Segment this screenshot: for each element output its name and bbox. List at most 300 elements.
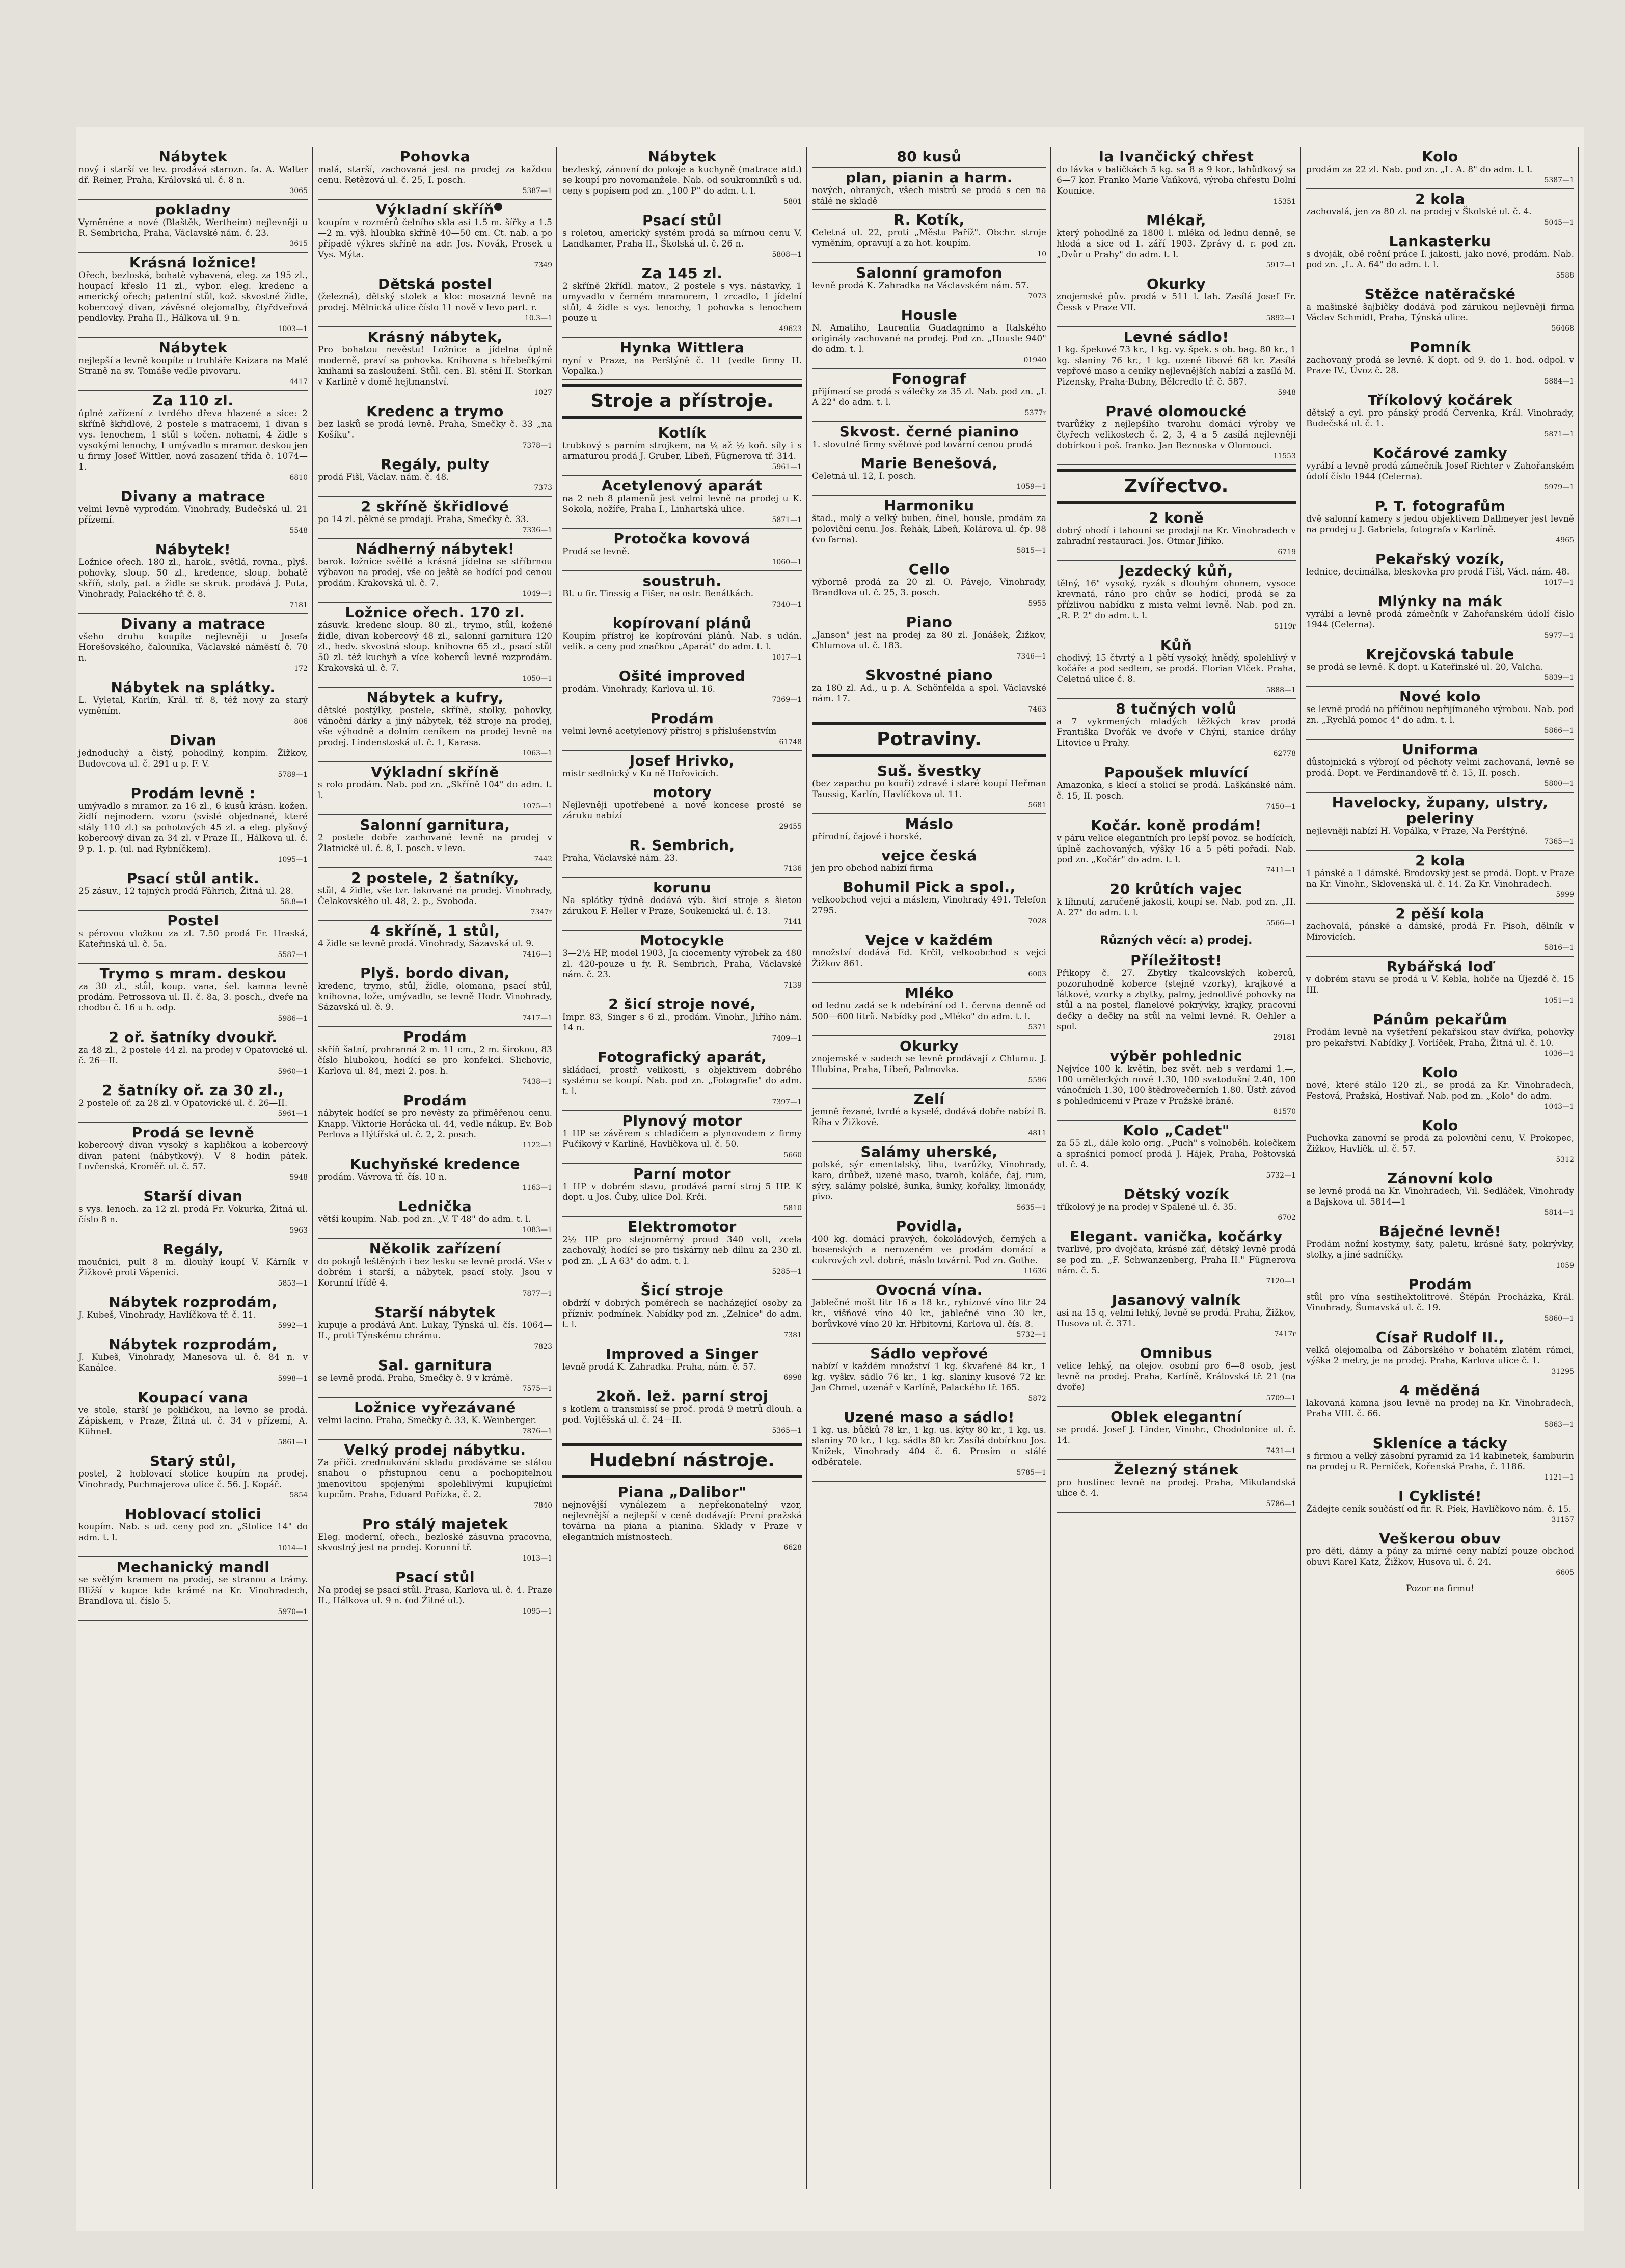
ad-number: 5861—1	[278, 1438, 308, 1446]
ad-headline: Skvost. černé pianino	[839, 423, 1019, 440]
ad-number: 7463	[1028, 705, 1046, 714]
ad-headline: Divany a matrace	[120, 615, 266, 632]
classified-ad	[1057, 815, 1296, 879]
ad-headline: P. T. fotografům	[1374, 498, 1506, 514]
classified-ad	[812, 422, 1046, 453]
ad-headline: Sal. garnitura	[377, 1357, 493, 1374]
ad-number: 7378—1	[522, 442, 552, 450]
ad-body: Prodá se levně.	[562, 546, 630, 557]
ad-body: kobercový divan vysoký s kapličkou a kobercový divan pateni (nábytkový). V 8 hodin pátek. Lovčenská, Kroměř. ul. č. 57.	[78, 1140, 308, 1172]
ad-body: nových, ohraných, všech mistrů se prodá s cen na stálé ne skladě	[812, 185, 1046, 206]
ad-headline: Báječné levně!	[1379, 1223, 1501, 1240]
ad-body: na 2 neb 8 plamenů jest velmi levně na prodej u K. Sokola, nožíře, Praha I., Linhartská ulice.	[562, 494, 802, 514]
ad-number: 4965	[1556, 536, 1574, 544]
classified-ad	[812, 983, 1046, 1036]
ad-body: za 48 zl., 2 postele 44 zl. na prodej v Opatovické ul. č. 26—II.	[78, 1045, 308, 1066]
ad-body: Na splátky týdně dodává výb. šicí stroje s šietou zárukou F. Heller v Praze, Soukenická ul. č. 13.	[562, 895, 802, 916]
ad-body: tvarlivé, pro dvojčata, krásné zář, dětský levně prodá se pod zn. „F. Schwanzenberg, Praha II." Fügnerova nám. č. 5.	[1057, 1244, 1296, 1276]
ad-headline: Elegant. vanička, kočárky	[1070, 1228, 1283, 1245]
ad-headline: Omnibus	[1140, 1345, 1213, 1361]
classified-ad	[1306, 189, 1574, 231]
classified-ad	[318, 274, 552, 327]
classified-ad	[562, 476, 802, 529]
classified-ad	[1057, 1407, 1296, 1460]
classified-ad	[562, 529, 802, 571]
ad-headline: Výkladní skříně	[371, 763, 499, 780]
ad-number: 5961—1	[772, 463, 802, 471]
ad-number: 1050—1	[522, 675, 552, 683]
ad-headline: 2 kola	[1415, 852, 1465, 869]
ad-body: Nejlevněji upotřebené a nové koncese prosté se záruku nabízí	[562, 800, 802, 821]
classified-ad	[1306, 1009, 1574, 1062]
ad-headline: Nové kolo	[1399, 688, 1481, 705]
ad-number: 5866—1	[1544, 727, 1574, 735]
ad-number: 1095—1	[522, 1607, 552, 1616]
ad-body: kredenc, trymo, stůl, židle, olomana, psací stůl, knihovna, lože, umývadlo, se levně Hodr. Vinohrady, Sázavská ul. č. 9.	[318, 981, 552, 1013]
classified-ad	[318, 688, 552, 762]
ad-headline: Piana „Dalibor"	[617, 1484, 747, 1500]
ad-number: 10	[1037, 250, 1046, 258]
ad-headline: Nábytek na splátky.	[111, 679, 276, 696]
ad-number: 01940	[1023, 356, 1046, 364]
ad-number: 62778	[1273, 750, 1296, 758]
ad-body: jemně řezané, tvrdé a kyselé, dodává dobře nabízí B. Říha v Žižkově.	[812, 1107, 1046, 1128]
ad-number: 7442	[534, 855, 552, 863]
section-heading: Hudební nástroje.	[562, 1443, 802, 1478]
ad-number: 7373	[534, 484, 552, 492]
ad-body: 400 kg. domácí pravých, čokoládových, černých a bosenských a nerozeném ve prodám domácí a cukrových zvl. dobré, máslo tovární. Pod zn. Gothe.	[812, 1234, 1046, 1266]
classified-ad	[78, 1186, 308, 1239]
classified-ad	[1057, 1290, 1296, 1343]
ad-headline: Uzené maso a sádlo!	[844, 1409, 1015, 1426]
ad-headline: Tříkolový kočárek	[1367, 392, 1513, 408]
ad-number: 1083—1	[522, 1226, 552, 1234]
ad-headline: Salonní gramofon	[856, 264, 1003, 281]
classified-ad	[1057, 950, 1296, 1046]
ad-body: Amazonka, s klecí a stolicí se prodá. Laškánské nám. č. 15, II. posch.	[1057, 780, 1296, 801]
ad-number: 7139	[783, 981, 802, 990]
ad-number: 7028	[1028, 917, 1046, 925]
classified-ad	[318, 762, 552, 815]
ad-number: 5888—1	[1266, 686, 1296, 694]
classified-ad	[78, 253, 308, 338]
ad-headline: Acetylenový aparát	[602, 477, 763, 494]
ad-body: bez lasků se prodá levně. Praha, Smečky č. 33 „na Košíku".	[318, 419, 552, 440]
ad-number: 5808—1	[772, 251, 802, 259]
ad-number: 6003	[1028, 970, 1046, 978]
classified-ad	[318, 200, 552, 274]
ad-number: 5635—1	[1016, 1204, 1046, 1212]
classified-ad	[562, 835, 802, 878]
ad-body: nejlepší a levně koupíte u truhláře Kaizara na Malé Straně na sv. Tomáše vedle pivovaru.	[78, 356, 308, 376]
ad-number: 7347r	[530, 908, 552, 916]
ad-body: se prodá. Josef J. Linder, Vinohr., Chodolonice ul. č. 14.	[1057, 1425, 1296, 1445]
classified-ad	[562, 423, 802, 476]
classified-ad	[78, 391, 308, 486]
ad-body: se svělým kramem na prodej, se stranou a trámy. Bližší v kupce kde krámé na Kr. Vinohradech, Brandlova ul. číslo 5.	[78, 1575, 308, 1606]
classified-ad	[1057, 1226, 1296, 1290]
ad-number: 81570	[1273, 1108, 1296, 1116]
classified-ad	[78, 614, 308, 677]
ad-headline: Lankasterku	[1389, 233, 1492, 250]
classified-ad	[812, 305, 1046, 369]
ad-headline: I Cyklisté!	[1398, 1488, 1482, 1505]
classified-ad	[318, 815, 552, 868]
ad-body: přírodní, čajové i horské,	[812, 832, 922, 842]
classified-ad	[78, 1451, 308, 1504]
ad-number: 5948	[1278, 389, 1296, 397]
ad-number: 5979—1	[1544, 483, 1574, 491]
ad-headline: Zelí	[913, 1090, 945, 1107]
classified-ad	[1306, 147, 1574, 189]
classified-ad	[812, 1280, 1046, 1344]
classified-ad	[1057, 635, 1296, 699]
ad-number: 7438—1	[522, 1078, 552, 1086]
ad-body: Na prodej se psací stůl. Prasa, Karlova ul. č. 4. Praze II., Hálkova ul. 9 n. (od Žitné ul.).	[318, 1585, 552, 1606]
ad-number: 11636	[1023, 1267, 1046, 1275]
classified-ad	[78, 1239, 308, 1292]
ad-body: 1 kg. us. bůčků 78 kr., 1 kg. us. kýty 80 kr., 1 kg. us. slaniny 70 kr., 1 kg. sádla 80 kr. Zasílá dobírkou Jos. Knížek, Vinohrady 404 č. 6. Prosím o stálé odběratele.	[812, 1425, 1046, 1467]
ad-body: nejlevněji nabízí H. Vopálka, v Praze, Na Perštýně.	[1306, 826, 1528, 836]
classified-ad	[812, 1407, 1046, 1482]
classified-ad	[1306, 591, 1574, 644]
ad-headline: Povidla,	[896, 1218, 963, 1235]
ad-headline: Nádherný nábytek!	[355, 540, 515, 557]
classified-ad	[78, 147, 308, 200]
ad-body: s dvoják, obě roční práce I. jakosti, jako nové, prodám. Nab. pod zn. „L. A. 64" do adm. t. l.	[1306, 249, 1574, 270]
ad-body: v páru velice elegantních pro lepší povoz. se hodících, úplně zachovaných, výšky 16 a 5 pěti pořadi. Nab. pod zn. „Kočár" do adm. t. l.	[1057, 833, 1296, 865]
ad-body: Nejvíce 100 k. květin, bez svět. neb s verdami 1.—, 100 uměleckých nové 1.30, 100 svatodušní 2.40, 100 vánočních 1.30, 100 štědrovečerních 1.80. Ústř. závod s pohlednicemi v Praze v Pražské bráně.	[1057, 1064, 1296, 1106]
classified-ad	[562, 263, 802, 338]
classified-ad	[78, 338, 308, 391]
ad-body: zásuvk. kredenc sloup. 80 zl., trymo, stůl, kožené židle, divan kobercový 48 zl., salonní garnitura 120 zl., hedv. skvostná sloup. knihovna 65 zl., psací stůl 50 zl. též kuchyň a více koberců levně rozprodám. Krakovská ul. č. 7.	[318, 620, 552, 673]
ad-body: lednice, decimálka, bleskovka pro prodá Fišl, Václ. nám. 48.	[1306, 567, 1570, 577]
ad-number: 7181	[289, 601, 308, 609]
ad-body: s firmou a velký zásobní pyramid za 14 kabinetek, šamburin na prodej u R. Perniček, Kořenská Praha, č. 1186.	[1306, 1451, 1574, 1472]
ad-number: 5872	[1028, 1395, 1046, 1403]
classified-ad	[78, 1334, 308, 1387]
ad-headline: Motocykle	[639, 932, 725, 949]
classified-ad	[318, 1302, 552, 1355]
ad-number: 5548	[289, 527, 308, 535]
ad-number: 5387—1	[1544, 176, 1574, 184]
ad-body: do lávka v baličkách 5 kg. sa 8 a 9 kor., lahůdkový sa 6—7 kor. Franko Marie Vaňková, výroba chřestu Dolní Kounice.	[1057, 165, 1296, 196]
classified-ad	[562, 1047, 802, 1111]
ad-body: ve stole, starší je pokličkou, na levno se prodá. Zápiskem, v Praze, Žitná ul. č. 34 v přízemí, A. Kühnel.	[78, 1405, 308, 1437]
ad-headline: Dětská postel	[378, 276, 492, 292]
ad-body: znojemské v sudech se levně prodávají z Chlumu. J. Hlubina, Praha, Libeň, Palmovka.	[812, 1054, 1046, 1075]
ad-headline: kopírovaní plánů	[612, 615, 752, 632]
ad-headline: 2 šatníky oř. za 30 zl.,	[102, 1082, 284, 1099]
ad-body: (bez zapachu po kouři) zdravé i staré koupí Heřman Taussig, Karlín, Havlíčkova ul. 11.	[812, 779, 1046, 800]
ad-headline: Okurky	[1146, 276, 1206, 292]
classified-ad	[1306, 904, 1574, 957]
classified-ad	[1306, 231, 1574, 284]
ad-number: 1036—1	[1544, 1050, 1574, 1058]
ad-number: 7416—1	[522, 950, 552, 959]
classified-ad	[1057, 1184, 1296, 1226]
classified-ad	[812, 453, 1046, 496]
ad-headline: Mechanický mandl	[116, 1559, 270, 1575]
classified-ad	[812, 210, 1046, 263]
ad-number: 15351	[1273, 198, 1296, 206]
ad-body: Praha, Václavské nám. 23.	[562, 853, 678, 863]
section-heading: Zvířectvo.	[1057, 469, 1296, 504]
classified-ad	[1057, 561, 1296, 635]
ad-body: s roletou, americký systém prodá sa mírnou cenu V. Landkamer, Praha II., Školská ul. č. 26 n.	[562, 228, 802, 249]
ad-number: 5709—1	[1266, 1394, 1296, 1402]
ad-body: nábytek hodící se pro nevěsty za přiměřenou cenu. Knapp. Viktorie Horácka ul. 44, vedle nákup. Ev. Bob Perlova a Hýtířská ul. č. 2, 2. posch.	[318, 1108, 552, 1140]
classified-ad	[812, 559, 1046, 612]
ad-body: Vyměnéne a nové (Blaštěk, Wertheim) nejlevněji u R. Sembricha, Praha, Václavské nám. č. 23.	[78, 217, 308, 238]
ad-body: skříň šatní, prohranná 2 m. 11 cm., 2 m. širokou, 83 číslo hlubokou, hodící se pro konfekci. Slichovic, Karlova ul. 84, mezi 2. pos. h.	[318, 1045, 552, 1076]
classified-ad	[812, 1036, 1046, 1089]
ad-number: 1013—1	[522, 1554, 552, 1563]
ad-number: 6810	[289, 474, 308, 482]
ad-number: 5660	[783, 1151, 802, 1159]
ad-headline: pokladny	[155, 201, 231, 218]
classified-ad	[1306, 1115, 1574, 1168]
ad-body: Přikopy č. 27. Zbytky tkalcovských koberců, pozoruhodně koberce (stejné vzorky), krajkové a látkové, vzorky a zbytky, palmy, jednotlivé pohovky na stůl a na postel, flanelové pokrývky, krajky, pracovní dečky a dečky na stůl na velmi levné. R. Oehler a spol.	[1057, 968, 1296, 1032]
ad-body: 2½ HP pro stejnoměrný proud 340 volt, zcela zachovalý, hodící se pro tiskárny neb dílnu za 230 zl. pod zn. „L A 63" do adm. t. l.	[562, 1235, 802, 1266]
classified-ad	[562, 708, 802, 751]
ad-body: koupím v rozměrů čelního skla asi 1.5 m. šířky a 1.5—2 m. výš. hloubka skříně 40—50 cm. Ct. nab. a po případě výkres skříně na adr. Jos. Novák, Prosek u Vys. Mýta.	[318, 217, 552, 260]
ad-number: 5839—1	[1544, 674, 1574, 682]
ad-body: 25 zásuv., 12 tajných prodá Fährich, Žitná ul. 28.	[78, 886, 294, 896]
ad-body: se levně prodá na příčinou nepřijímaného výrobou. Nab. pod zn. „Rychlá pomoc 4" do adm. t. l.	[1306, 704, 1574, 725]
ad-body: za 55 zl., dále kolo orig. „Puch" s volnoběh. kolečkem a sprašnicí pomocí prodá J. Hájek, Praha, Poštovská ul. č. 4.	[1057, 1138, 1296, 1170]
classified-ad	[1306, 390, 1574, 443]
ad-headline: Plynový motor	[622, 1112, 742, 1129]
ad-headline: Housle	[901, 307, 958, 323]
classified-ad	[78, 486, 308, 539]
ad-body: skládací, prostř. velikosti, s objektivem dobrého systému se koupí. Nab. pod zn. „Fotografie" do adm. t. l.	[562, 1065, 802, 1097]
column-2	[316, 147, 557, 2189]
classified-ad	[78, 1080, 308, 1123]
ad-body: Ořech, bezloská, bohatě vybavená, eleg. za 195 zl., houpací křeslo 11 zl., vybor. eleg. kredenc a americký ořech; patentní stůl, kož. skvostné židle, kobercový divan, závěsné olejomalby, čtyřdveřová pendlovky. Praha II., Hálkova ul. 9 n.	[78, 270, 308, 323]
ad-number: 5863—1	[1544, 1420, 1574, 1429]
classified-ad	[812, 1344, 1046, 1407]
ad-headline: plan, pianin a harm.	[846, 169, 1013, 186]
classified-ad	[562, 1344, 802, 1386]
ad-body: štad., malý a velký buben, činel, housle, prodám za poloviční cenu. Jos. Řehák, Libeň, Kolárova ul. čp. 98 (vo farna).	[812, 513, 1046, 545]
ad-headline: Rybářská loď	[1386, 958, 1494, 975]
ad-body: dvě salonní kamery s jedou objektivem Dallmeyer jest levně na prodej u J. Gabriela, fotografa v Karlíně.	[1306, 514, 1574, 535]
ad-body: zachovalá, jen za 80 zl. na prodej v Školské ul. č. 4.	[1306, 207, 1532, 217]
classified-ad	[1057, 1343, 1296, 1407]
ad-body: výborně prodá za 20 zl. O. Pávejo, Vinohrady, Brandlova ul. č. 25, 3. posch.	[812, 577, 1046, 598]
ad-number: 5814—1	[1544, 1209, 1574, 1217]
ad-number: 5371	[1028, 1023, 1046, 1031]
ad-number: 10.3—1	[524, 314, 552, 322]
ad-headline: Lednička	[398, 1198, 472, 1215]
ad-number: 5732—1	[1016, 1331, 1046, 1339]
ad-body: větší koupím. Nab. pod zn. „V. T 48" do adm. t. l.	[318, 1214, 531, 1224]
ad-headline: Elektromotor	[628, 1218, 737, 1235]
ad-body: nové, které stálo 120 zl., se prodá za Kr. Vinohradech, Festová, Pražská, Hostivař. Nab. pod zn. „Kolo" do adm.	[1306, 1080, 1574, 1101]
classified-ad	[812, 761, 1046, 814]
classified-ad	[318, 963, 552, 1027]
classified-ad	[812, 665, 1046, 718]
ad-headline: Zánovní kolo	[1387, 1170, 1493, 1187]
ad-headline: Pánům pekařům	[1373, 1011, 1507, 1028]
classified-ad	[1306, 549, 1574, 591]
ad-number: 7336—1	[522, 526, 552, 534]
ad-number: 6998	[783, 1374, 802, 1382]
ad-body: polské, sýr ementalský, lihu, tvarůžky, Vinohrady, karo, drůbež, uzené maso, tvaroh, koláče, čaj, rum, sýry, salámy polské, šunka, šunky, kořalky, limonády, pivo.	[812, 1160, 1046, 1202]
classified-ad	[318, 1239, 552, 1302]
ad-headline: Piano	[906, 614, 953, 631]
classified-ad	[1057, 1460, 1296, 1513]
ad-headline: Nábytek!	[155, 541, 231, 558]
ad-body: jen pro obchod nabízí firma	[812, 863, 933, 873]
ad-body: jednoduchý a čistý, pohodlný, konpim. Žižkov, Budovcova ul. č. 291 u p. F. V.	[78, 748, 308, 769]
ad-headline: Prodá se levně	[131, 1124, 255, 1141]
ad-number: 58.8—1	[280, 898, 308, 906]
ad-body: postel, 2 hoblovací stolice koupím na prodej. Vinohrady, Puchmajerova ulice č. 56. J. Kopáč.	[78, 1469, 308, 1490]
ad-body: tříkolový je na prodej v Spálené ul. č. 35.	[1057, 1202, 1237, 1212]
ad-headline: Divany a matrace	[120, 488, 266, 505]
ad-headline: Regály, pulty	[381, 456, 490, 473]
classified-ad	[1057, 401, 1296, 465]
ad-number: 49623	[779, 325, 802, 333]
ad-body: s kotlem a transmissí se proč. prodá 9 metrů dlouh. a pod. Vojtěšská ul. č. 24—II.	[562, 1404, 802, 1425]
classified-ad	[78, 1504, 308, 1557]
ad-body: Pozor na firmu!	[1406, 1583, 1474, 1594]
ad-number: 5892—1	[1266, 314, 1296, 322]
ad-headline: Prodám	[650, 710, 714, 727]
classified-ad	[1306, 851, 1574, 904]
classified-ad	[78, 964, 308, 1027]
ad-body: tělný, 16" vysoký, ryzák s dlouhým ohonem, vysoce krevnatá, ráno pro chův se hodící, prodá se za přízlivou nabídku z mista velmi levně. Nab. pod zn. „R. P. 2" do adm. t. l.	[1057, 579, 1296, 621]
ad-body: kupuje a prodává Ant. Lukay, Týnská ul. čís. 1064—II., proti Týnskému chrámu.	[318, 1320, 552, 1341]
classified-ad	[318, 921, 552, 963]
classified-ad	[562, 1217, 802, 1280]
ad-headline: Harmoniku	[884, 497, 974, 514]
classified-ad	[812, 369, 1046, 422]
ad-number: 5853—1	[278, 1279, 308, 1288]
classified-ad	[562, 782, 802, 835]
ad-body: bezleský, zánovní do pokoje a kuchyně (matrace atd.) se koupí pro novomanžele. Nab. od soukromníků s ud. ceny s popisem pod zn. „100 P" do adm. t. l.	[562, 165, 802, 196]
ad-body: (železná), dětský stolek a kloc mosazná levně na prodej. Mělnická ulice číslo 11 nově v levo part. r.	[318, 292, 552, 313]
ad-headline: Hynka Wittlera	[619, 339, 745, 356]
ad-headline: Havelocky, župany, ulstry, peleriny	[1332, 794, 1549, 827]
ad-body: prodám. Vinohrady, Karlova ul. 16.	[562, 684, 716, 694]
ad-body: prodám za 22 zl. Nab. pod zn. „L. A. 8" do adm. t. l.	[1306, 165, 1533, 175]
ad-body: 1 HP v dobrém stavu, prodává parní stroj 5 HP. K dopt. u Jos. Čuby, ulice Dol. Krči.	[562, 1182, 802, 1203]
ad-headline: Skleníce a tácky	[1372, 1435, 1508, 1452]
ad-number: 6702	[1278, 1214, 1296, 1222]
ad-body: zachovalá, pánské a dámské, prodá Fr. Písoh, dělník v Mirovicích.	[1306, 921, 1574, 942]
ad-number: 7349	[534, 261, 552, 269]
ad-body: a 7 vykrmených mladých těžkých krav prodá Františka Dvořák ve dvoře v Chýni, stanice dráhy Litovice u Prahy.	[1057, 717, 1296, 748]
ad-number: 5871—1	[1544, 430, 1574, 439]
classified-ad	[562, 210, 802, 263]
ad-headline: Uniforma	[1402, 741, 1478, 758]
ad-number: 7120—1	[1266, 1277, 1296, 1286]
ad-body: 1 pánské a 1 dámské. Brodovský jest se prodá. Dopt. v Praze na Kr. Vinohr., Sklovenská ul. č. 14. Za Kr. Vinohradech.	[1306, 868, 1574, 889]
ad-body: J. Kubeš, Vinohrady, Manesova ul. č. 84 n. v Kanálce.	[78, 1352, 308, 1373]
ad-headline: výběr pohlednic	[1109, 1048, 1243, 1064]
ad-number: 29455	[779, 823, 802, 831]
ad-number: 29181	[1273, 1033, 1296, 1042]
ad-number: 5800—1	[1544, 780, 1574, 788]
ad-body: N. Amatiho, Laurentia Guadagnimo a Italského originály zachované na prodej. Pod zn. „Housle 940" do adm. t. l.	[812, 323, 1046, 354]
column-4	[810, 147, 1051, 2189]
ad-headline: Sádlo vepřové	[870, 1345, 988, 1362]
section-heading: Potraviny.	[812, 722, 1046, 757]
ad-body: 3—2½ HP, model 1903, Ja ciocementy výrobek za 480 zl. 420-pouze u fy. R. Sembrich, Praha, Václavské nám. č. 23.	[562, 948, 802, 980]
ad-headline: Papoušek mluvící	[1104, 764, 1249, 781]
classified-ad	[562, 1482, 802, 1556]
ad-number: 5860—1	[1544, 1315, 1574, 1323]
ad-number: 31157	[1551, 1516, 1574, 1524]
ad-headline: Kolo	[1422, 1117, 1458, 1134]
ad-number: 6605	[1556, 1569, 1574, 1577]
ad-number: 1051—1	[1544, 997, 1574, 1005]
ad-headline: Za 110 zl.	[152, 392, 234, 409]
classified-ad	[812, 1216, 1046, 1280]
ad-body: nový i starší ve lev. prodává starozn. fa. A. Walter dř. Reiner, Praha, Královská ul. č. 8 n.	[78, 165, 308, 185]
ad-headline: Improved a Singer	[606, 1346, 759, 1362]
classified-ad	[78, 1387, 308, 1451]
ad-number: 5312	[1556, 1156, 1574, 1164]
ad-body: množství dodává Ed. Krčil, velkoobchod s vejci Žižkov 861.	[812, 948, 1046, 969]
ad-headline: Ošité improved	[618, 668, 746, 685]
ad-number: 5732—1	[1266, 1171, 1296, 1180]
classified-ad	[562, 994, 802, 1047]
ad-body: úplné zařízení z tvrdého dřeva hlazené a sice: 2 skříně škřidlové, 2 postele s matracemi, 1 divan s vys. lenochem, 1 stůl s točen. nohami, 4 židle s vysokými lenochy, 1 umývadlo s mramor. deskou jen u firmy Josef Wittler, nová zasazení třída č. 1074—1.	[78, 408, 308, 472]
classified-ad	[812, 1089, 1046, 1142]
ad-number: 1095—1	[278, 856, 308, 864]
ad-headline: Salonní garnitura,	[360, 816, 510, 833]
classified-ad	[1306, 740, 1574, 793]
ad-body: důstojnická s výbrojí od pěchoty velmi zachovaná, levně se prodá. Dopt. ve Ferdinandově tř. č. 15, II. posch.	[1306, 757, 1574, 778]
ad-headline: Protočka kovová	[613, 530, 751, 547]
classified-ad	[562, 1280, 802, 1344]
ad-number: 7397—1	[772, 1098, 802, 1106]
ad-headline: Prodám	[403, 1092, 467, 1109]
ad-body: 4 židle se levně prodá. Vinohrady, Sázavská ul. 9.	[318, 939, 534, 949]
ad-number: 1121—1	[1544, 1473, 1574, 1482]
ad-headline: Kotlík	[658, 424, 707, 441]
ad-number: 5119r	[1274, 622, 1296, 631]
classified-ad	[812, 168, 1046, 210]
classified-ad	[812, 930, 1046, 983]
ad-headline: Pravé olomoucké	[1105, 403, 1247, 420]
ad-headline: 2 kola	[1415, 190, 1465, 207]
classified-ad	[318, 1567, 552, 1620]
ad-body: 1 kg. špekové 73 kr., 1 kg. vy. špek. s ob. bag. 80 kr., 1 kg. slaniny 76 kr., 1 kg. uzené libové 68 kr. Zasílá vepřové maso a ceníky nejlevnějších nabízí a zasílá M. Pizensky, Praha-Bubny, Bělcredlo tř. č. 587.	[1057, 345, 1296, 387]
classified-ad	[78, 200, 308, 253]
ad-body: se prodá se levně. K dopt. u Kateřinské ul. 20, Valcha.	[1306, 662, 1543, 672]
ad-body: se levně prodá. Praha, Smečky č. 9 v krámě.	[318, 1373, 513, 1383]
ad-number: 11553	[1273, 452, 1296, 460]
classified-ad	[78, 730, 308, 783]
classified-ad	[78, 1557, 308, 1621]
classified-ad	[318, 401, 552, 454]
ad-number: 7431—1	[1266, 1447, 1296, 1455]
ad-body: Jablečné mošt litr 16 a 18 kr., rybízové víno litr 24 kr., višňové víno 40 kr., jablečné vino 30 kr., borůvkové víno 20 kr. Hřbitovní, Karlova ul. čís. 8.	[812, 1298, 1046, 1329]
classified-ad	[1057, 1121, 1296, 1184]
classified-ad	[1306, 284, 1574, 337]
classified-ad	[562, 571, 802, 613]
classified-ad	[1057, 879, 1296, 932]
classified-ad	[1306, 1581, 1574, 1597]
ad-headline: Nábytek	[158, 148, 228, 165]
ad-number: 5948	[289, 1173, 308, 1182]
ad-headline: Psací stůl	[395, 1569, 475, 1586]
